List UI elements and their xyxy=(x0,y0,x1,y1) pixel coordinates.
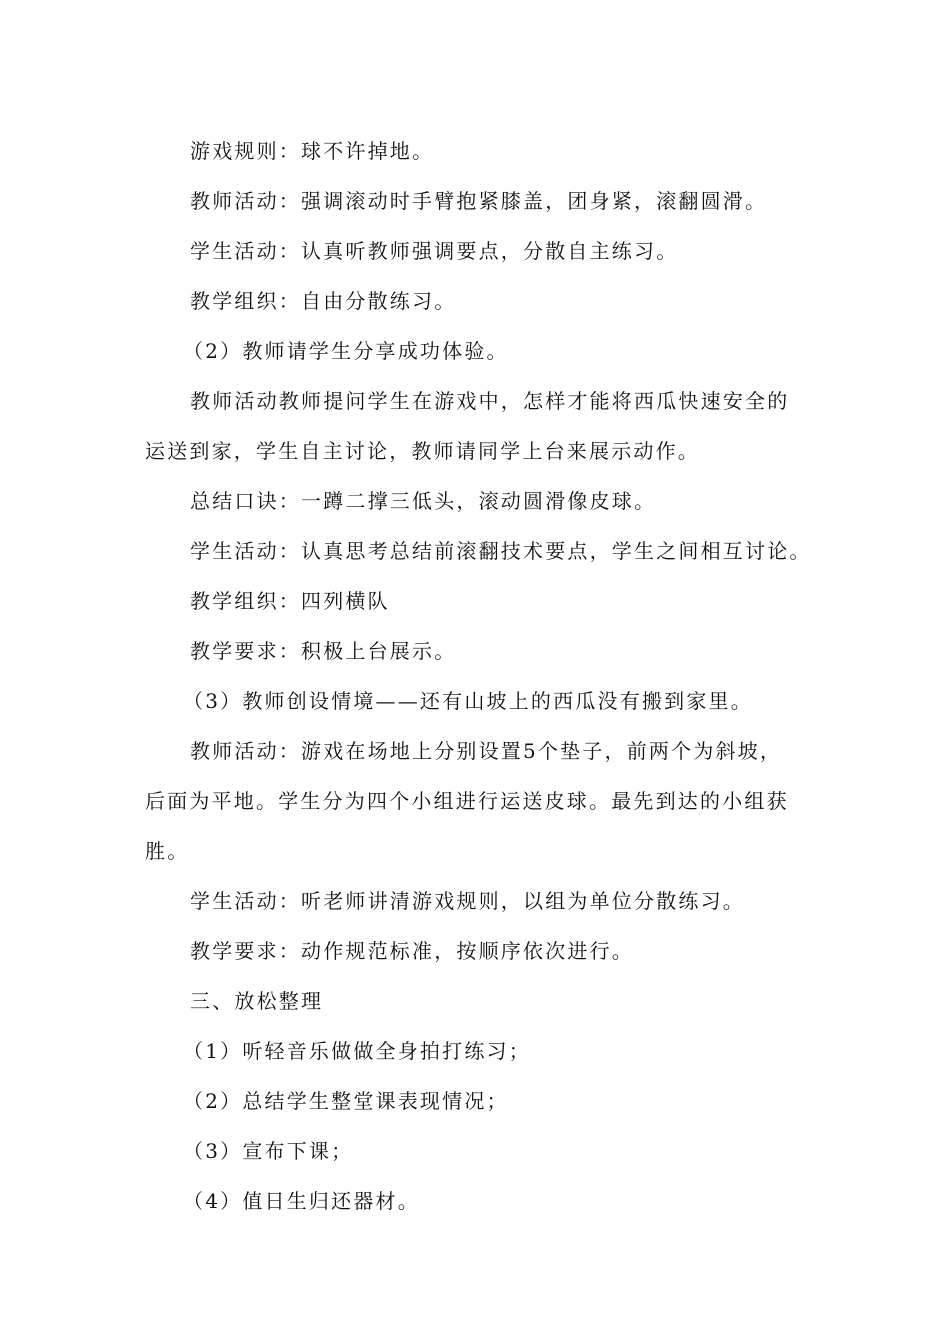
text-line: （1）听轻音乐做做全身拍打练习； xyxy=(183,1039,531,1063)
text-line: （2）教师请学生分享成功体验。 xyxy=(183,339,509,363)
text-line: 教学要求：动作规范标准，按顺序依次进行。 xyxy=(190,939,634,963)
text-line: 游戏规则：球不许掉地。 xyxy=(190,139,435,163)
text-line: （4）值日生归还器材。 xyxy=(183,1189,420,1213)
text-line: 胜。 xyxy=(145,839,190,863)
text-line: （3）教师创设情境——还有山坡上的西瓜没有搬到家里。 xyxy=(183,689,753,713)
text-line: 后面为平地。学生分为四个小组进行运送皮球。最先到达的小组获 xyxy=(145,789,789,813)
text-line: 学生活动：认真听教师强调要点，分散自主练习。 xyxy=(190,239,679,263)
text-line: 教师活动：强调滚动时手臂抱紧膝盖，团身紧，滚翻圆滑。 xyxy=(190,189,768,213)
text-line: 学生活动：认真思考总结前滚翻技术要点，学生之间相互讨论。 xyxy=(190,539,812,563)
text-line: 教学组织：自由分散练习。 xyxy=(190,289,457,313)
text-line: 教学组织：四列横队 xyxy=(190,589,390,613)
text-line: 教师活动：游戏在场地上分别设置5个垫子，前两个为斜坡， xyxy=(190,739,783,763)
section-heading: 三、放松整理 xyxy=(190,989,324,1013)
text-line: 教学要求：积极上台展示。 xyxy=(190,639,457,663)
text-line: 运送到家，学生自主讨论，教师请同学上台来展示动作。 xyxy=(145,439,700,463)
text-line: （3）宣布下课； xyxy=(183,1139,354,1163)
text-line: （2）总结学生整堂课表现情况； xyxy=(183,1089,509,1113)
text-line: 教师活动教师提问学生在游戏中，怎样才能将西瓜快速安全的 xyxy=(190,389,790,413)
text-line: 总结口诀：一蹲二撑三低头，滚动圆滑像皮球。 xyxy=(190,489,657,513)
text-line: 学生活动：听老师讲清游戏规则，以组为单位分散练习。 xyxy=(190,889,745,913)
